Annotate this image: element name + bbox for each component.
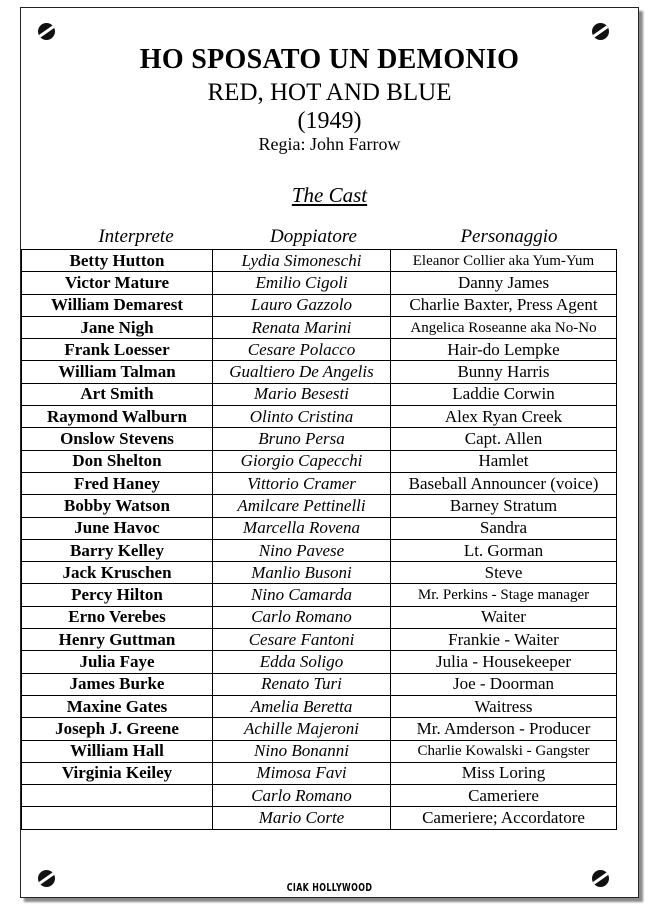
actor-cell: Barry Kelley bbox=[22, 539, 213, 561]
cast-card bbox=[20, 7, 639, 898]
column-header-dubber: Doppiatore bbox=[270, 226, 357, 247]
cast-table bbox=[21, 249, 617, 830]
role-cell: Charlie Baxter, Press Agent bbox=[391, 294, 617, 316]
dubber-cell: Nino Bonanni bbox=[213, 740, 391, 762]
table-row bbox=[22, 517, 617, 539]
actor-cell: Art Smith bbox=[22, 383, 213, 405]
actor-cell: Jane Nigh bbox=[22, 316, 213, 338]
table-row bbox=[22, 316, 617, 338]
role-cell: Hair-do Lempke bbox=[391, 339, 617, 361]
role-cell: Bunny Harris bbox=[391, 361, 617, 383]
dubber-cell: Vittorio Cramer bbox=[213, 472, 391, 494]
table-row bbox=[22, 629, 617, 651]
role-cell: Laddie Corwin bbox=[391, 383, 617, 405]
dubber-cell: Renato Turi bbox=[213, 673, 391, 695]
actor-cell: Don Shelton bbox=[22, 450, 213, 472]
screw-hole-icon bbox=[38, 23, 55, 40]
table-row bbox=[22, 450, 617, 472]
table-row bbox=[22, 339, 617, 361]
dubber-cell: Cesare Fantoni bbox=[213, 629, 391, 651]
role-cell: Waitress bbox=[391, 695, 617, 717]
role-cell: Hamlet bbox=[391, 450, 617, 472]
actor-cell: Betty Hutton bbox=[22, 250, 213, 272]
role-cell: Baseball Announcer (voice) bbox=[391, 472, 617, 494]
role-cell: Waiter bbox=[391, 606, 617, 628]
actor-cell: James Burke bbox=[22, 673, 213, 695]
actor-cell: Percy Hilton bbox=[22, 584, 213, 606]
actor-cell: William Hall bbox=[22, 740, 213, 762]
table-row bbox=[22, 361, 617, 383]
italian-title: HO SPOSATO UN DEMONIO bbox=[139, 44, 520, 75]
actor-cell: Bobby Watson bbox=[22, 495, 213, 517]
role-cell: Angelica Roseanne aka No-No bbox=[391, 316, 617, 338]
role-cell: Eleanor Collier aka Yum-Yum bbox=[391, 250, 617, 272]
role-cell: Cameriere; Accordatore bbox=[391, 807, 617, 829]
table-row bbox=[22, 695, 617, 717]
dubber-cell: Giorgio Capecchi bbox=[213, 450, 391, 472]
dubber-cell: Marcella Rovena bbox=[213, 517, 391, 539]
actor-cell bbox=[22, 807, 213, 829]
screw-hole-icon bbox=[592, 870, 609, 887]
table-row bbox=[22, 562, 617, 584]
actor-cell: Jack Kruschen bbox=[22, 562, 213, 584]
table-row bbox=[22, 294, 617, 316]
dubber-cell: Nino Pavese bbox=[213, 539, 391, 561]
dubber-cell: Amilcare Pettinelli bbox=[213, 495, 391, 517]
actor-cell: Maxine Gates bbox=[22, 695, 213, 717]
dubber-cell: Olinto Cristina bbox=[213, 406, 391, 428]
role-cell: Mr. Amderson - Producer bbox=[391, 718, 617, 740]
table-row bbox=[22, 762, 617, 784]
original-title: RED, HOT AND BLUE bbox=[207, 79, 452, 106]
table-row bbox=[22, 740, 617, 762]
actor-cell: Fred Haney bbox=[22, 472, 213, 494]
column-header-actor: Interprete bbox=[98, 226, 174, 247]
actor-cell: Frank Loesser bbox=[22, 339, 213, 361]
role-cell: Julia - Housekeeper bbox=[391, 651, 617, 673]
dubber-cell: Carlo Romano bbox=[213, 606, 391, 628]
actor-cell: Virginia Keiley bbox=[22, 762, 213, 784]
dubber-cell: Amelia Beretta bbox=[213, 695, 391, 717]
role-cell: Capt. Allen bbox=[391, 428, 617, 450]
dubber-cell: Mario Corte bbox=[213, 807, 391, 829]
role-cell: Joe - Doorman bbox=[391, 673, 617, 695]
table-row bbox=[22, 495, 617, 517]
role-cell: Barney Stratum bbox=[391, 495, 617, 517]
table-row bbox=[22, 584, 617, 606]
actor-cell: June Havoc bbox=[22, 517, 213, 539]
actor-cell: Joseph J. Greene bbox=[22, 718, 213, 740]
dubber-cell: Bruno Persa bbox=[213, 428, 391, 450]
actor-cell: Onslow Stevens bbox=[22, 428, 213, 450]
dubber-cell: Lauro Gazzolo bbox=[213, 294, 391, 316]
actor-cell: Raymond Walburn bbox=[22, 406, 213, 428]
table-row bbox=[22, 651, 617, 673]
role-cell: Alex Ryan Creek bbox=[391, 406, 617, 428]
release-year: (1949) bbox=[297, 108, 362, 134]
actor-cell: Henry Guttman bbox=[22, 629, 213, 651]
role-cell: Sandra bbox=[391, 517, 617, 539]
actor-cell: Julia Faye bbox=[22, 651, 213, 673]
actor-cell: Victor Mature bbox=[22, 272, 213, 294]
director: Regia: John Farrow bbox=[258, 134, 401, 154]
role-cell: Danny James bbox=[391, 272, 617, 294]
table-row bbox=[22, 272, 617, 294]
dubber-cell: Mario Besesti bbox=[213, 383, 391, 405]
dubber-cell: Edda Soligo bbox=[213, 651, 391, 673]
column-header-role: Personaggio bbox=[460, 226, 558, 247]
actor-cell: Erno Verebes bbox=[22, 606, 213, 628]
actor-cell bbox=[22, 785, 213, 807]
role-cell: Frankie - Waiter bbox=[391, 629, 617, 651]
dubber-cell: Gualtiero De Angelis bbox=[213, 361, 391, 383]
role-cell: Mr. Perkins - Stage manager bbox=[391, 584, 617, 606]
dubber-cell: Manlio Busoni bbox=[213, 562, 391, 584]
role-cell: Steve bbox=[391, 562, 617, 584]
ciak-hollywood-logo: CIAK HOLLYWOOD bbox=[286, 881, 373, 894]
section-title: The Cast bbox=[291, 183, 368, 207]
role-cell: Charlie Kowalski - Gangster bbox=[391, 740, 617, 762]
role-cell: Miss Loring bbox=[391, 762, 617, 784]
screw-hole-icon bbox=[38, 870, 55, 887]
screw-hole-icon bbox=[592, 23, 609, 40]
dubber-cell: Nino Camarda bbox=[213, 584, 391, 606]
dubber-cell: Lydia Simoneschi bbox=[213, 250, 391, 272]
dubber-cell: Mimosa Favi bbox=[213, 762, 391, 784]
dubber-cell: Renata Marini bbox=[213, 316, 391, 338]
role-cell: Lt. Gorman bbox=[391, 539, 617, 561]
table-row bbox=[22, 472, 617, 494]
dubber-cell: Achille Majeroni bbox=[213, 718, 391, 740]
table-row bbox=[22, 406, 617, 428]
actor-cell: William Demarest bbox=[22, 294, 213, 316]
table-row bbox=[22, 383, 617, 405]
table-row bbox=[22, 250, 617, 272]
table-row bbox=[22, 606, 617, 628]
table-row bbox=[22, 673, 617, 695]
role-cell: Cameriere bbox=[391, 785, 617, 807]
dubber-cell: Carlo Romano bbox=[213, 785, 391, 807]
table-row bbox=[22, 785, 617, 807]
actor-cell: William Talman bbox=[22, 361, 213, 383]
table-row bbox=[22, 807, 617, 829]
table-row bbox=[22, 428, 617, 450]
table-row bbox=[22, 539, 617, 561]
dubber-cell: Cesare Polacco bbox=[213, 339, 391, 361]
table-row bbox=[22, 718, 617, 740]
dubber-cell: Emilio Cigoli bbox=[213, 272, 391, 294]
